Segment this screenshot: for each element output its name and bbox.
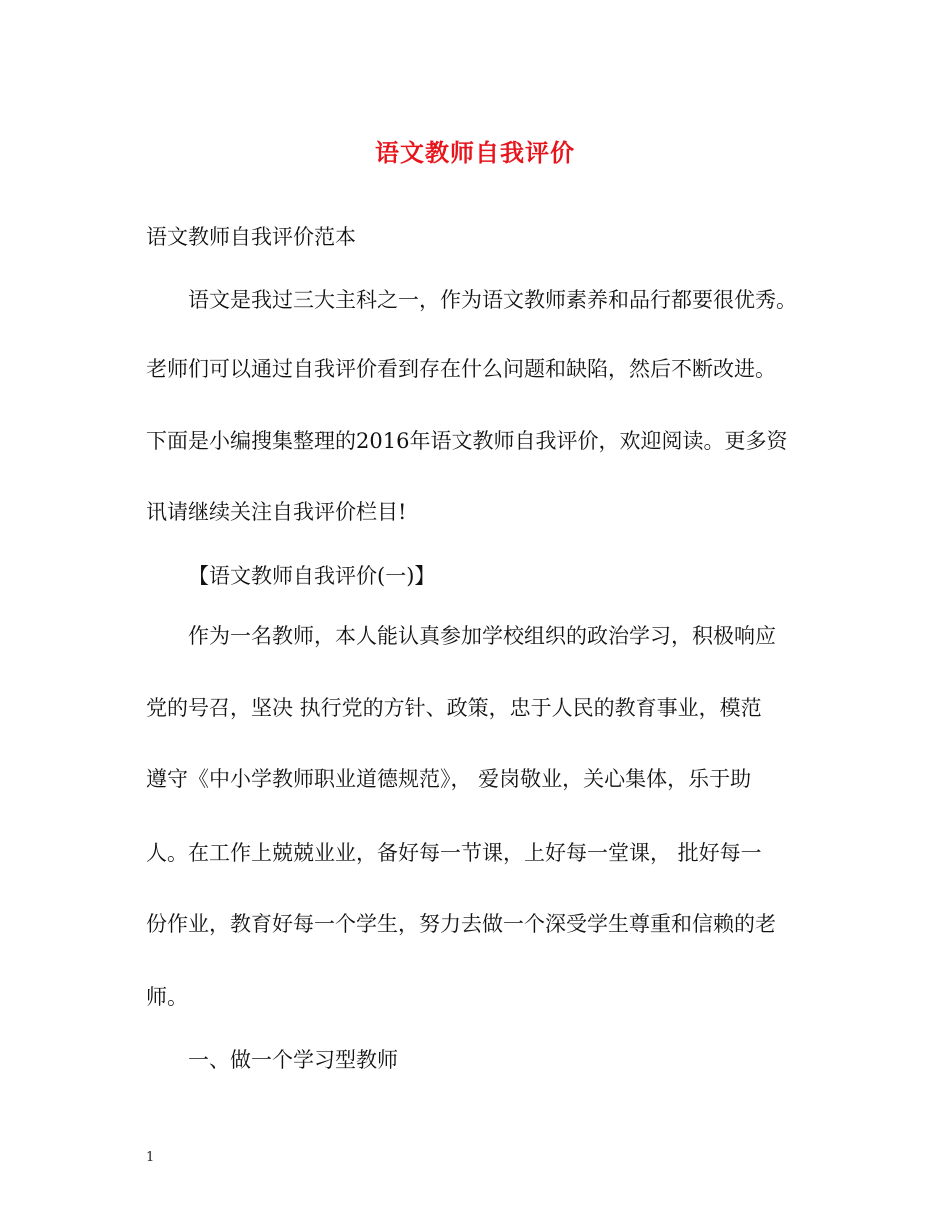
- paragraph-line: 师。: [146, 985, 188, 1009]
- paragraph-line: 党的号召，坚决 执行党的方针、政策，忠于人民的教育事业，模范: [146, 696, 762, 720]
- section-heading: 【语文教师自我评价(一)】: [188, 564, 436, 588]
- subtitle-line: 语文教师自我评价范本: [146, 225, 356, 249]
- paragraph-line: 人。在工作上兢兢业业，备好每一节课，上好每一堂课， 批好每一: [146, 841, 762, 865]
- paragraph-line: 讯请继续关注自我评价栏目!: [146, 500, 407, 524]
- document-title: 语文教师自我评价: [375, 138, 575, 167]
- paragraph-line: 老师们可以通过自我评价看到存在什么问题和缺陷，然后不断改进。: [146, 357, 776, 381]
- page-number: 1: [146, 1150, 155, 1165]
- section-heading: 一、做一个学习型教师: [188, 1048, 398, 1072]
- paragraph-line: 份作业，教育好每一个学生，努力去做一个深受学生尊重和信赖的老: [146, 912, 776, 936]
- paragraph-line: 语文是我过三大主科之一，作为语文教师素养和品行都要很优秀。: [188, 288, 797, 312]
- paragraph-line: 作为一名教师，本人能认真参加学校组织的政治学习，积极响应: [188, 624, 776, 648]
- paragraph-line: 遵守《中小学教师职业道德规范》， 爱岗敬业，关心集体，乐于助: [146, 767, 752, 791]
- paragraph-line: 下面是小编搜集整理的2016年语文教师自我评价，欢迎阅读。更多资: [146, 429, 788, 453]
